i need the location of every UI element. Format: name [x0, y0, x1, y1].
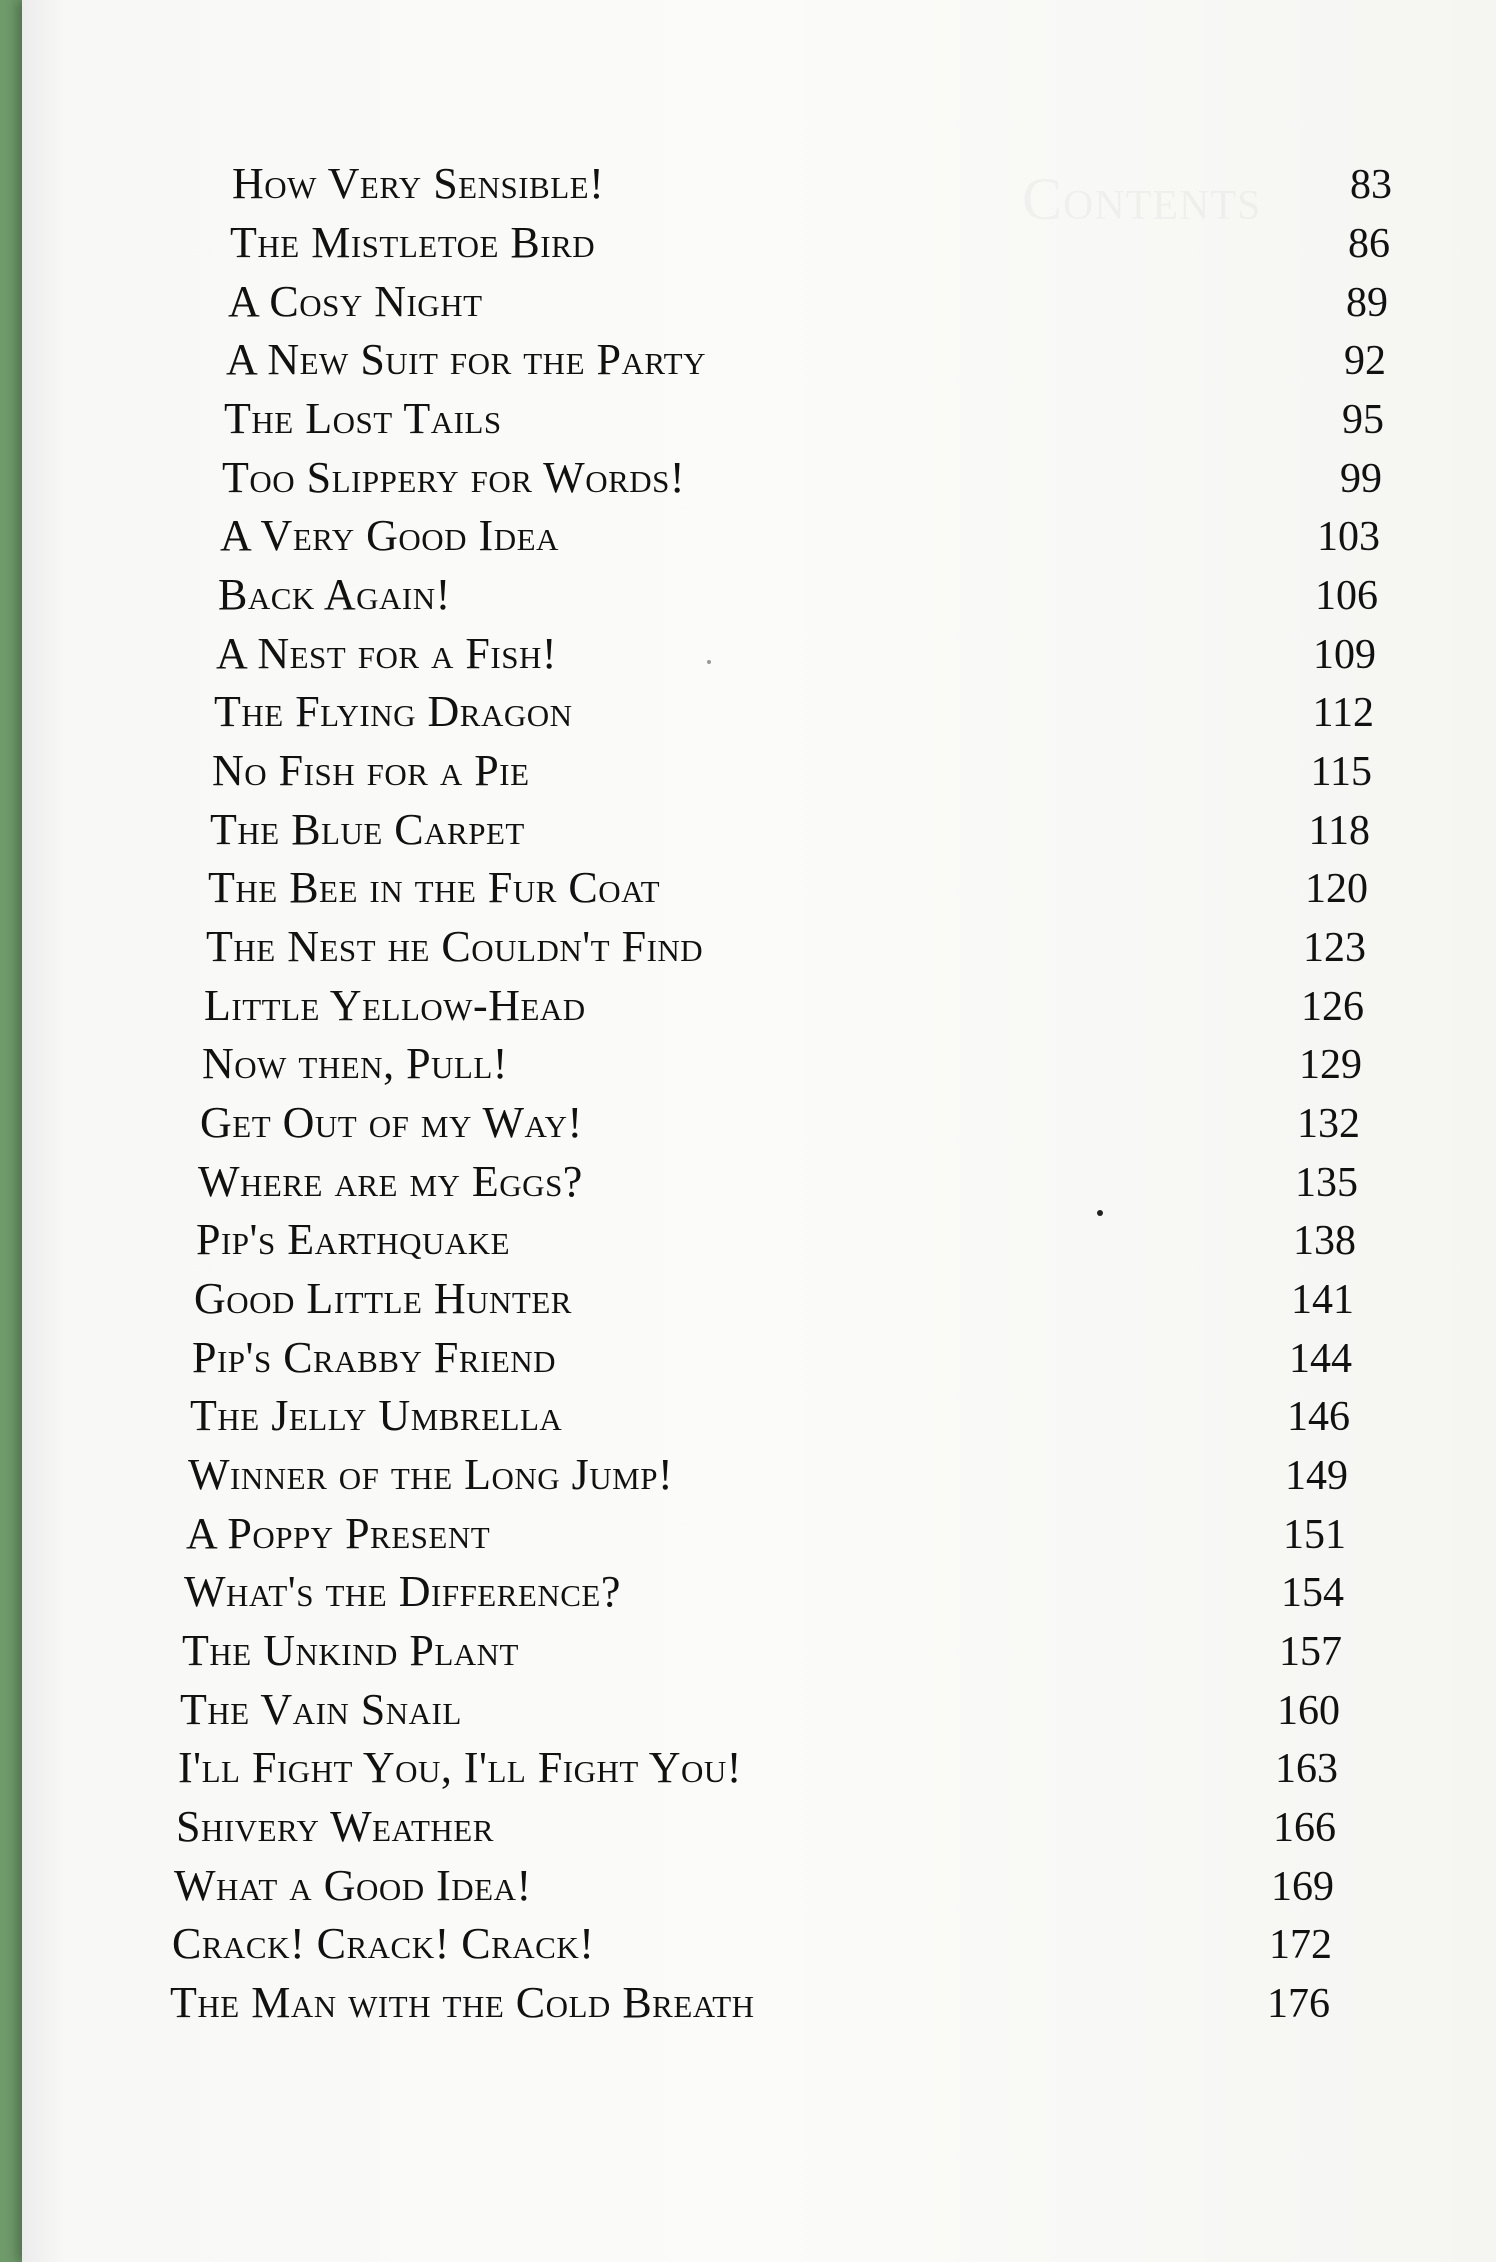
- toc-entry[interactable]: [184, 1566, 1344, 1624]
- entry-title: A New Suit for the Party: [226, 335, 706, 384]
- entry-page-number: 154: [1281, 1570, 1344, 1616]
- entry-page-number: 160: [1277, 1688, 1340, 1734]
- toc-entry[interactable]: [206, 921, 1366, 979]
- ink-speck: [1097, 1210, 1103, 1216]
- toc-entry[interactable]: [176, 1801, 1336, 1859]
- toc-entry[interactable]: [192, 1332, 1352, 1390]
- toc-entry[interactable]: [172, 1918, 1332, 1976]
- toc-entry[interactable]: [210, 804, 1370, 862]
- toc-entry[interactable]: [196, 1214, 1356, 1272]
- entry-title: Now then, Pull!: [202, 1039, 508, 1088]
- toc-entry[interactable]: [180, 1684, 1340, 1742]
- entry-page-number: 132: [1297, 1101, 1360, 1147]
- entry-page-number: 149: [1285, 1453, 1348, 1499]
- entry-title: The Man with the Cold Breath: [170, 1978, 755, 2027]
- toc-entry[interactable]: [190, 1390, 1350, 1448]
- entry-page-number: 89: [1346, 280, 1388, 326]
- entry-title: Crack! Crack! Crack!: [172, 1919, 595, 1968]
- toc-entry[interactable]: [178, 1742, 1338, 1800]
- entry-page-number: 123: [1303, 925, 1366, 971]
- entry-title: Pip's Crabby Friend: [192, 1333, 557, 1382]
- entry-title: The Lost Tails: [224, 394, 502, 443]
- entry-page-number: 99: [1340, 456, 1382, 502]
- entry-page-number: 151: [1283, 1512, 1346, 1558]
- entry-page-number: 146: [1287, 1394, 1350, 1440]
- entry-title: No Fish for a Pie: [212, 746, 530, 795]
- toc-entry[interactable]: [232, 158, 1392, 216]
- entry-title: Shivery Weather: [176, 1802, 494, 1851]
- toc-entry[interactable]: [218, 569, 1378, 627]
- ink-speck: [707, 660, 711, 664]
- book-page: [22, 0, 1496, 2262]
- entry-page-number: 157: [1279, 1629, 1342, 1675]
- toc-entry[interactable]: [224, 393, 1384, 451]
- entry-title: A Nest for a Fish!: [216, 629, 558, 678]
- entry-page-number: 112: [1312, 690, 1374, 736]
- entry-page-number: 83: [1350, 162, 1392, 208]
- entry-page-number: 138: [1293, 1218, 1356, 1264]
- toc-entry[interactable]: [222, 452, 1382, 510]
- entry-page-number: 176: [1267, 1981, 1330, 2027]
- entry-page-number: 141: [1291, 1277, 1354, 1323]
- entry-page-number: 109: [1313, 632, 1376, 678]
- toc-entry[interactable]: [226, 334, 1386, 392]
- toc-entry[interactable]: [188, 1449, 1348, 1507]
- entry-title: A Cosy Night: [228, 277, 483, 326]
- toc-entry[interactable]: [202, 1038, 1362, 1096]
- entry-title: The Flying Dragon: [214, 687, 573, 736]
- entry-title: Good Little Hunter: [194, 1274, 572, 1323]
- entry-title: The Jelly Umbrella: [190, 1391, 563, 1440]
- entry-title: The Nest he Couldn't Find: [206, 922, 704, 971]
- entry-title: Pip's Earthquake: [196, 1215, 511, 1264]
- toc-entry[interactable]: [228, 276, 1388, 334]
- entry-page-number: 120: [1305, 866, 1368, 912]
- toc-entry[interactable]: [204, 980, 1364, 1038]
- toc-entry[interactable]: [186, 1508, 1346, 1566]
- toc-entry[interactable]: [214, 686, 1374, 744]
- toc-entry[interactable]: [208, 862, 1368, 920]
- entry-title: Winner of the Long Jump!: [188, 1450, 674, 1499]
- entry-page-number: 86: [1348, 221, 1390, 267]
- toc-entry[interactable]: [220, 510, 1380, 568]
- entry-title: A Poppy Present: [186, 1509, 491, 1558]
- entry-page-number: 103: [1317, 514, 1380, 560]
- entry-title: Get Out of my Way!: [200, 1098, 583, 1147]
- toc-entry[interactable]: [230, 217, 1390, 275]
- toc-entry[interactable]: [198, 1156, 1358, 1214]
- toc-entry[interactable]: [182, 1625, 1342, 1683]
- table-of-contents: [22, 0, 1496, 2262]
- entry-page-number: 144: [1289, 1336, 1352, 1382]
- entry-title: I'll Fight You, I'll Fight You!: [178, 1743, 742, 1792]
- entry-title: A Very Good Idea: [220, 511, 559, 560]
- toc-entry[interactable]: [216, 628, 1376, 686]
- toc-entry[interactable]: [194, 1273, 1354, 1331]
- entry-page-number: 163: [1275, 1746, 1338, 1792]
- toc-entry[interactable]: [212, 745, 1372, 803]
- entry-page-number: 115: [1310, 749, 1372, 795]
- entry-title: What's the Difference?: [184, 1567, 621, 1616]
- entry-title: The Mistletoe Bird: [230, 218, 596, 267]
- toc-entry[interactable]: [174, 1860, 1334, 1918]
- entry-page-number: 135: [1295, 1160, 1358, 1206]
- entry-page-number: 169: [1271, 1864, 1334, 1910]
- entry-title: The Unkind Plant: [182, 1626, 519, 1675]
- toc-entry[interactable]: [200, 1097, 1360, 1155]
- entry-title: Little Yellow-Head: [204, 981, 586, 1030]
- entry-page-number: 118: [1308, 808, 1370, 854]
- entry-title: The Blue Carpet: [210, 805, 525, 854]
- entry-title: Where are my Eggs?: [198, 1157, 583, 1206]
- entry-page-number: 92: [1344, 338, 1386, 384]
- entry-title: Too Slippery for Words!: [222, 453, 686, 502]
- entry-title: The Vain Snail: [180, 1685, 462, 1734]
- entry-title: The Bee in the Fur Coat: [208, 863, 661, 912]
- entry-page-number: 172: [1269, 1922, 1332, 1968]
- entry-title: How Very Sensible!: [232, 159, 605, 208]
- toc-entry[interactable]: [170, 1977, 1330, 2035]
- entry-page-number: 126: [1301, 984, 1364, 1030]
- entry-title: Back Again!: [218, 570, 451, 619]
- entry-page-number: 106: [1315, 573, 1378, 619]
- entry-page-number: 166: [1273, 1805, 1336, 1851]
- entry-title: What a Good Idea!: [174, 1861, 532, 1910]
- entry-page-number: 95: [1342, 397, 1384, 443]
- entry-page-number: 129: [1299, 1042, 1362, 1088]
